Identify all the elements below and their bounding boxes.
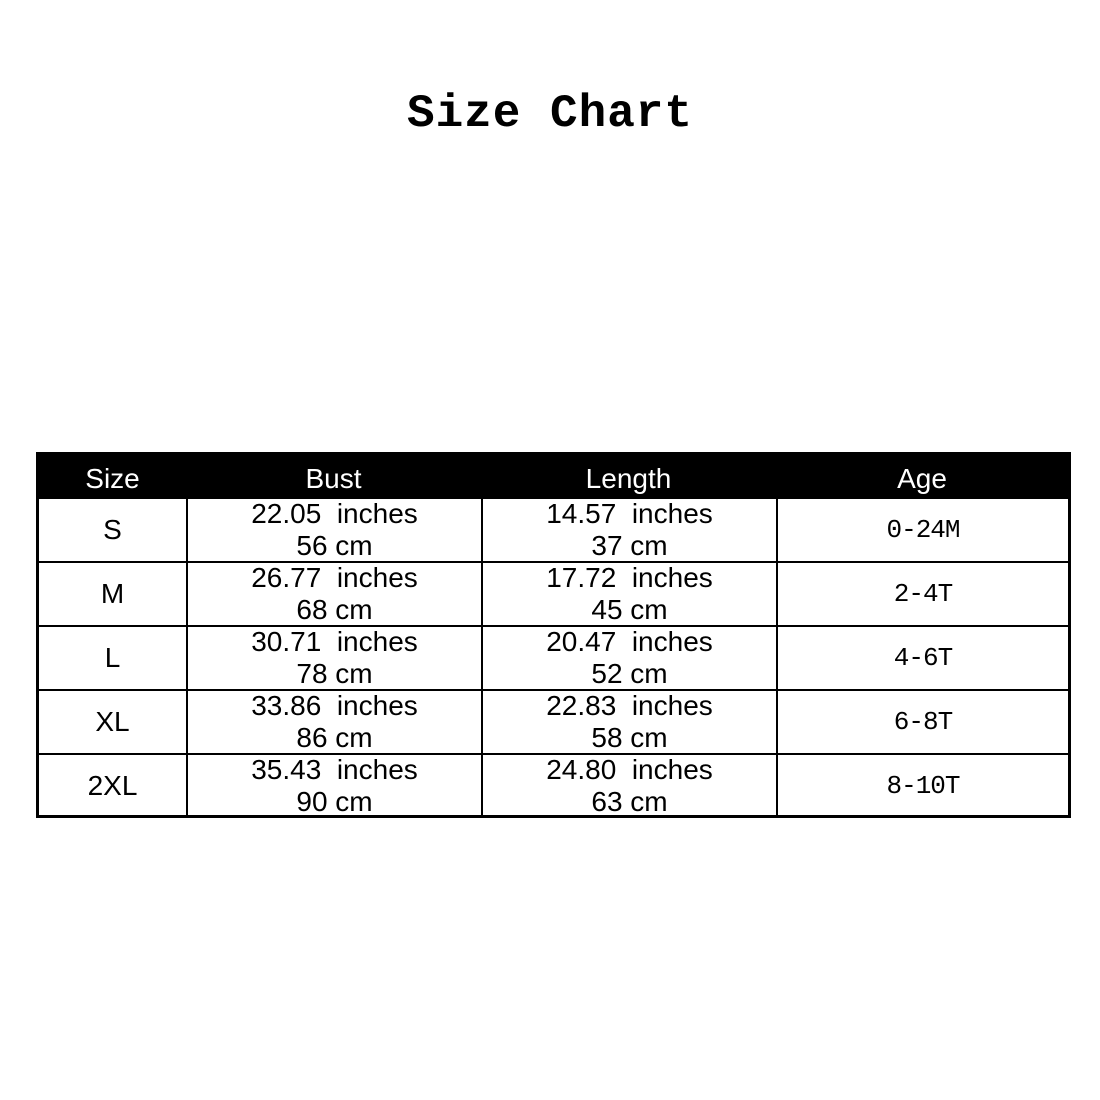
bust-cell xyxy=(186,755,481,817)
age-cell: 6-8T xyxy=(776,691,1068,753)
bust-cell xyxy=(186,627,481,689)
length-cell xyxy=(481,691,776,753)
length-cm: 52 cm xyxy=(591,658,668,689)
age-cell: 4-6T xyxy=(776,627,1068,689)
length-cell xyxy=(481,755,776,817)
bust-inches: 33.86 inches xyxy=(251,690,418,721)
table-row xyxy=(39,561,1068,625)
header-length: Length xyxy=(585,463,672,494)
age-cell: 2-4T xyxy=(776,563,1068,625)
size-cell: 2XL xyxy=(87,770,138,801)
header-size: Size xyxy=(85,463,140,494)
length-inches: 20.47 inches xyxy=(546,626,713,657)
bust-cm: 86 cm xyxy=(296,722,373,753)
length-cell xyxy=(481,563,776,625)
table-row xyxy=(39,753,1068,817)
bust-cm: 68 cm xyxy=(296,594,373,625)
bust-cm: 90 cm xyxy=(296,786,373,817)
bust-inches: 30.71 inches xyxy=(251,626,418,657)
size-cell: M xyxy=(100,578,125,609)
bust-inches: 35.43 inches xyxy=(251,754,418,785)
size-table xyxy=(36,452,1071,818)
bust-cell xyxy=(186,563,481,625)
bust-inches: 22.05 inches xyxy=(251,498,418,529)
size-cell: L xyxy=(104,642,121,673)
age-cell: 8-10T xyxy=(776,755,1068,817)
table-row xyxy=(39,625,1068,689)
length-inches: 22.83 inches xyxy=(546,690,713,721)
header-bust: Bust xyxy=(305,463,362,494)
page-title: Size Chart xyxy=(406,88,694,140)
length-cm: 58 cm xyxy=(591,722,668,753)
length-cell xyxy=(481,627,776,689)
length-inches: 14.57 inches xyxy=(546,498,713,529)
bust-cm: 56 cm xyxy=(296,530,373,561)
bust-cell xyxy=(186,499,481,561)
size-cell: XL xyxy=(95,706,130,737)
length-inches: 24.80 inches xyxy=(546,754,713,785)
table-row xyxy=(39,497,1068,561)
age-cell: 0-24M xyxy=(776,499,1068,561)
header-age: Age xyxy=(897,463,947,494)
length-cm: 37 cm xyxy=(591,530,668,561)
length-cm: 63 cm xyxy=(591,786,668,817)
length-cm: 45 cm xyxy=(591,594,668,625)
bust-cm: 78 cm xyxy=(296,658,373,689)
size-cell: S xyxy=(103,514,122,545)
length-inches: 17.72 inches xyxy=(546,562,713,593)
table-header xyxy=(39,455,1068,497)
bust-inches: 26.77 inches xyxy=(251,562,418,593)
length-cell xyxy=(481,499,776,561)
table-row xyxy=(39,689,1068,753)
bust-cell xyxy=(186,691,481,753)
